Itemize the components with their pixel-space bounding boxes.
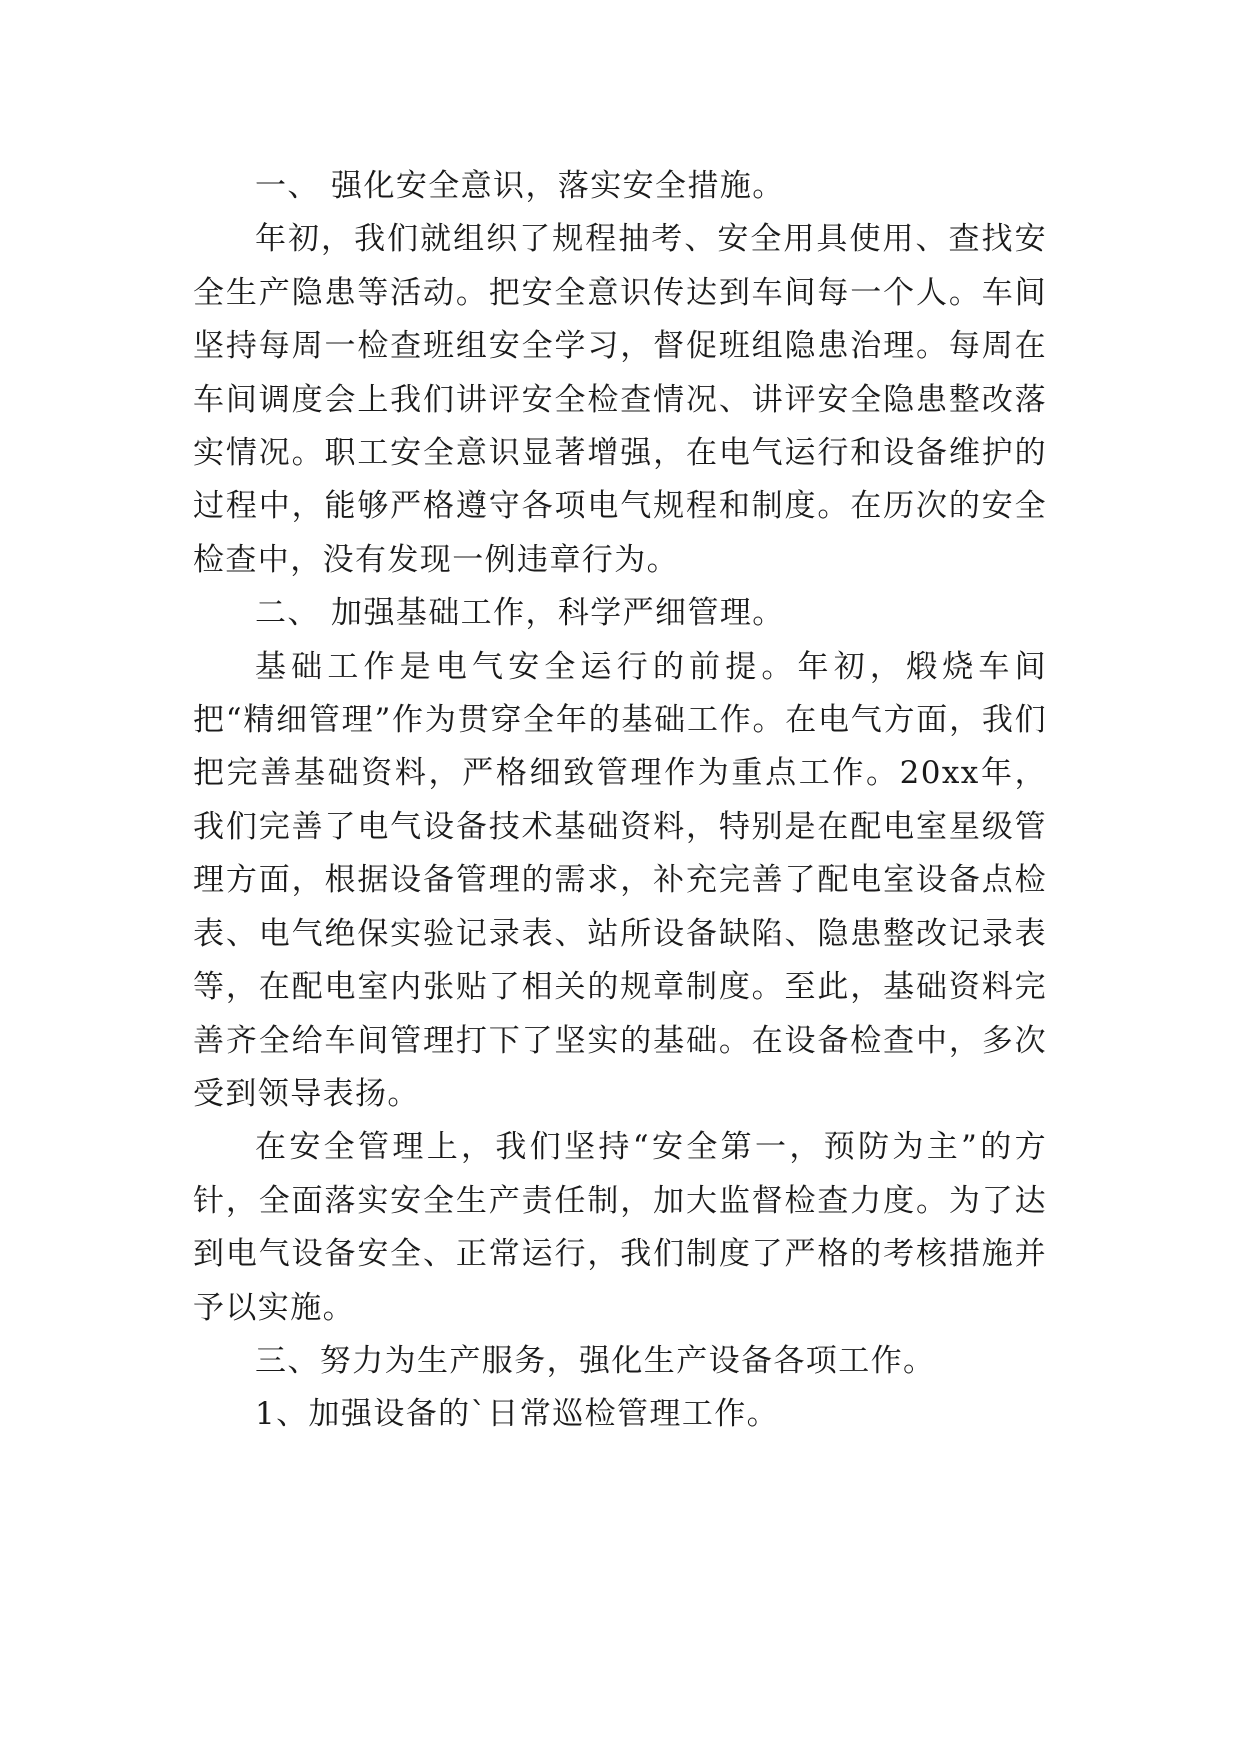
body-paragraph-3: 在安全管理上，我们坚持“安全第一，预防为主”的方针，全面落实安全生产责任制，加大监督检查力度。为了达到电气设备安全、正常运行，我们制度了严格的考核措施并予以实施。 <box>193 1129 1047 1326</box>
body-paragraph-1: 年初，我们就组织了规程抽考、安全用具使用、查找安全生产隐患等活动。把安全意识传达到车间每一个人。车间坚持每周一检查班组安全学习，督促班组隐患治理。每周在车间调度会上我们讲评安全检查情况、讲评安全隐患整改落实情况。职工安全意识显著增强，在电气运行和设备维护的过程中，能够严格遵守各项电气规程和制度。在历次的安全检查中，没有发现一例违章行为。 <box>193 221 1047 578</box>
body-paragraph-2: 基础工作是电气安全运行的前提。年初，煅烧车间把“精细管理”作为贯穿全年的基础工作。在电气方面，我们把完善基础资料，严格细致管理作为重点工作。20xx年，我们完善了电气设备技术基础资料，特别是在配电室星级管理方面，根据设备管理的需求，补充完善了配电室设备点检表、电气绝保实验记录表、站所设备缺陷、隐患整改记录表等，在配电室内张贴了相关的规章制度。至此，基础资料完善齐全给车间管理打下了坚实的基础。在设备检查中，多次受到领导表扬。 <box>193 648 1047 1112</box>
section-heading-3: 三、努力为生产服务，强化生产设备各项工作。 <box>255 1342 936 1379</box>
section-heading-2: 二、 加强基础工作，科学严细管理。 <box>255 595 785 632</box>
subsection-heading-1: 1、加强设备的`日常巡检管理工作。 <box>255 1396 780 1433</box>
section-heading-1: 一、 强化安全意识，落实安全措施。 <box>255 168 785 204</box>
document-body <box>193 160 1047 1442</box>
